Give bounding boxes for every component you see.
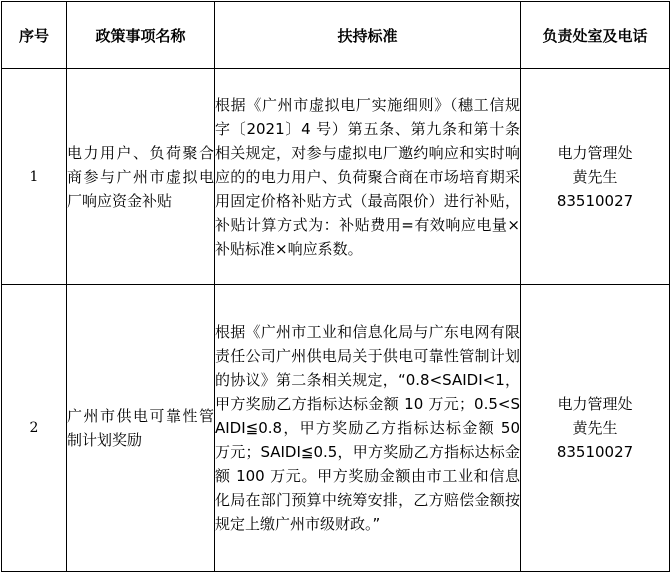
row-support-standard: 根据《广州市工业和信息化局与广东电网有限责任公司广州供电局关于供电可靠性管制计划的协议》第二条相关规定，“0.8<SAIDI<1，甲方奖励乙方指标达标金额 10 万元；0.5<SAIDI≦0.8，甲方奖励乙方指标达标金额 50 万元；SAIDI≦0.5，甲方奖励乙方指标达标金额 100 万元。甲方奖励金额由市工业和信息化局在部门预算中统筹安排，乙方赔偿金额按规定上缴广州市级财政。” — [215, 285, 521, 572]
table-header-row — [2, 2, 670, 69]
header-support-standard: 扶持标准 — [215, 2, 521, 69]
row-seq: 2 — [2, 285, 67, 572]
policy-table — [1, 1, 670, 572]
contact-phone: 83510027 — [556, 443, 634, 461]
table-row — [2, 285, 670, 572]
contact-phone: 83510027 — [556, 191, 634, 210]
contact-dept: 电力管理处 — [557, 143, 633, 162]
row-support-standard: 根据《广州市虚拟电厂实施细则》（穗工信规字〔2021〕4 号）第五条、第九条和第十条相关规定，对参与虚拟电厂邀约响应和实时响应的的电力用户、负荷聚合商在市场培育期采用固定价格补贴方式（最高限价）进行补贴，补贴计算方式为：补贴费用=有效响应电量×补贴标准×响应系数。 — [215, 69, 521, 285]
header-seq: 序号 — [2, 2, 67, 69]
row-seq: 1 — [2, 69, 67, 285]
contact-dept: 电力管理处 — [557, 395, 633, 413]
row-contact — [521, 69, 670, 285]
row-policy-name: 电力用户、负荷聚合商参与广州市虚拟电厂响应资金补贴 — [67, 69, 215, 285]
header-policy-name: 政策事项名称 — [67, 2, 215, 69]
row-contact — [521, 285, 670, 572]
table-row — [2, 69, 670, 285]
contact-person: 黄先生 — [572, 167, 618, 186]
row-policy-name: 广州市供电可靠性管制计划奖励 — [67, 285, 215, 572]
header-contact: 负责处室及电话 — [521, 2, 670, 69]
contact-person: 黄先生 — [572, 419, 618, 437]
